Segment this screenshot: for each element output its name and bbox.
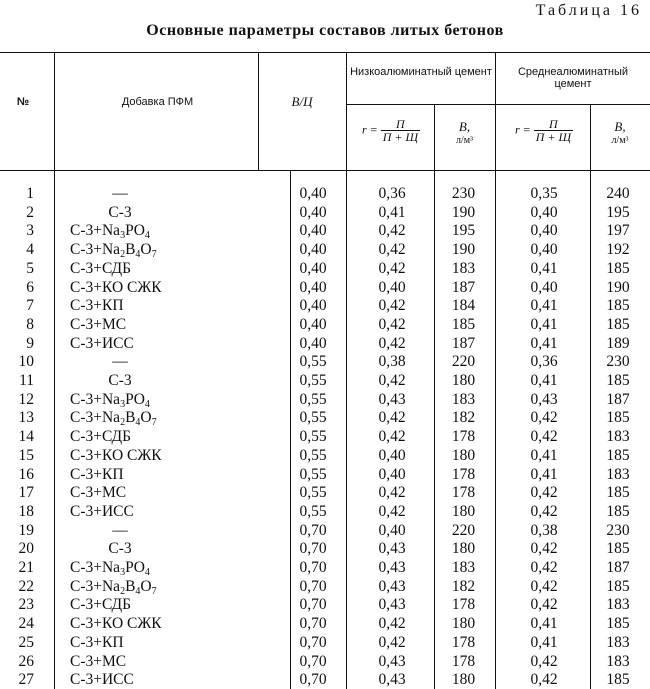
row-number: 13 (18, 409, 34, 426)
b-mid-cell: 185 (606, 615, 630, 632)
wc-cell: 0,55 (299, 447, 327, 464)
b-low-cell: 180 (451, 372, 476, 389)
additive-cell: С-3+КП (70, 466, 124, 483)
header-top-rule (0, 52, 650, 53)
b-mid-cell: 197 (606, 222, 630, 239)
r-mid-cell: 0,42 (530, 596, 558, 613)
wc-cell: 0,70 (299, 559, 327, 576)
header-r-low (350, 118, 432, 143)
row-number: 20 (18, 540, 34, 557)
col-rule-6 (590, 104, 591, 689)
b-low-cell: 180 (451, 615, 476, 632)
header-num: № (16, 96, 30, 108)
b-low-cell: 178 (451, 653, 476, 670)
b-low-cell: 178 (451, 596, 476, 613)
b-mid-cell: 185 (606, 316, 630, 333)
additive-cell: — (112, 522, 128, 539)
wc-cell: 0,55 (299, 391, 327, 408)
b-mid-cell: 183 (606, 596, 630, 613)
b-mid-cell: 183 (606, 428, 630, 445)
r-numerator: П (534, 118, 573, 131)
r-mid-cell: 0,38 (530, 522, 558, 539)
row-number: 17 (18, 484, 34, 501)
b-low-cell: 180 (451, 540, 476, 557)
r-mid-cell: 0,41 (530, 260, 558, 277)
wc-cell: 0,40 (299, 279, 327, 296)
r-low-cell: 0,42 (378, 260, 406, 277)
row-number: 22 (18, 578, 34, 595)
r-mid-cell: 0,42 (530, 653, 558, 670)
row-number: 12 (18, 391, 34, 408)
r-mid-cell: 0,41 (530, 634, 558, 651)
additive-cell: С-3+МС (70, 316, 127, 333)
r-mid-cell: 0,42 (530, 578, 558, 595)
b-label: В, (614, 119, 626, 134)
r-mid-cell: 0,42 (530, 503, 558, 520)
b-mid-cell: 185 (606, 484, 630, 501)
row-number: 6 (26, 279, 34, 296)
wc-cell: 0,70 (299, 578, 327, 595)
wc-cell: 0,40 (299, 241, 327, 258)
b-mid-cell: 187 (606, 559, 630, 576)
wc-cell: 0,55 (299, 503, 327, 520)
b-mid-cell: 185 (606, 503, 630, 520)
row-number: 11 (19, 372, 34, 389)
wc-cell: 0,70 (299, 540, 327, 557)
wc-cell: 0,70 (299, 653, 327, 670)
r-denominator: П + Щ (535, 130, 572, 144)
r-mid-cell: 0,40 (530, 279, 558, 296)
r-mid-cell: 0,41 (530, 372, 558, 389)
r-low-cell: 0,42 (378, 222, 406, 239)
col-rule-2 (258, 52, 259, 170)
r-mid-cell: 0,42 (530, 559, 558, 576)
b-mid-cell: 183 (606, 653, 630, 670)
header-low-al: Низкоалюминатный цемент (350, 66, 492, 78)
additive-cell: — (112, 185, 128, 202)
header-r-mid (499, 118, 589, 143)
b-mid-cell: 185 (606, 578, 630, 595)
b-low-cell: 182 (451, 409, 476, 426)
b-mid-cell: 195 (606, 204, 630, 221)
r-mid-cell: 0,42 (530, 428, 558, 445)
b-low-cell: 184 (451, 297, 476, 314)
b-low-cell: 195 (451, 222, 476, 239)
row-number: 8 (26, 316, 34, 333)
additive-cell: $С-3+Na_3PO_4$ (70, 391, 150, 410)
r-numerator: П (381, 118, 420, 131)
b-mid-cell: 185 (606, 540, 630, 557)
wc-cell: 0,55 (299, 372, 327, 389)
r-low-cell: 0,41 (378, 204, 406, 221)
b-low-cell: 187 (451, 335, 476, 352)
r-low-cell: 0,42 (378, 615, 406, 632)
b-low-cell: 183 (451, 260, 476, 277)
b-low-cell: 183 (451, 391, 476, 408)
r-mid-cell: 0,41 (530, 447, 558, 464)
r-low-cell: 0,43 (378, 671, 406, 688)
wc-cell: 0,40 (299, 335, 327, 352)
wc-cell: 0,70 (299, 634, 327, 651)
b-mid-cell: 185 (606, 260, 630, 277)
row-number: 27 (18, 671, 34, 688)
r-mid-cell: 0,41 (530, 316, 558, 333)
wc-cell: 0,40 (299, 204, 327, 221)
row-number: 15 (18, 447, 34, 464)
b-mid-cell: 240 (606, 185, 630, 202)
col-rule-5 (495, 52, 496, 689)
row-number: 14 (18, 428, 34, 445)
additive-cell: С-3+КО СЖК (70, 615, 162, 632)
b-mid-cell: 192 (606, 241, 630, 258)
r-low-cell: 0,43 (378, 596, 406, 613)
r-mid-cell: 0,42 (530, 409, 558, 426)
row-number: 5 (26, 260, 34, 277)
b-mid-cell: 187 (606, 391, 630, 408)
additive-cell: $С-3+Na_3PO_4$ (70, 559, 150, 578)
r-mid-cell: 0,42 (530, 484, 558, 501)
b-mid-cell: 185 (606, 447, 630, 464)
r-symbol: r = (514, 122, 531, 137)
col-rule-3 (346, 52, 347, 689)
b-mid-cell: 185 (606, 671, 630, 688)
r-mid-cell: 0,42 (530, 540, 558, 557)
r-low-cell: 0,42 (378, 335, 406, 352)
wc-cell: 0,70 (299, 596, 327, 613)
b-low-cell: 230 (451, 185, 476, 202)
r-mid-cell: 0,35 (530, 185, 558, 202)
r-low-cell: 0,40 (378, 522, 406, 539)
r-low-cell: 0,38 (378, 353, 406, 370)
b-low-cell: 187 (451, 279, 476, 296)
r-low-cell: 0,42 (378, 634, 406, 651)
r-mid-cell: 0,40 (530, 222, 558, 239)
row-number: 25 (18, 634, 34, 651)
r-symbol: r = (361, 122, 378, 137)
r-mid-cell: 0,40 (530, 204, 558, 221)
row-number: 9 (26, 335, 34, 352)
row-number: 26 (18, 653, 34, 670)
r-low-cell: 0,42 (378, 409, 406, 426)
additive-cell: С-3+МС (70, 653, 127, 670)
b-low-cell: 183 (451, 559, 476, 576)
r-mid-cell: 0,41 (530, 615, 558, 632)
col-rule-1 (54, 52, 55, 689)
row-number: 3 (26, 222, 34, 239)
r-low-cell: 0,42 (378, 297, 406, 314)
r-low-cell: 0,42 (378, 241, 406, 258)
row-number: 4 (26, 241, 34, 258)
additive-cell: С-3 (108, 372, 132, 389)
additive-cell: $С-3+Na_2B_4O_7$ (70, 578, 157, 597)
wc-cell: 0,40 (299, 185, 327, 202)
wc-cell: 0,40 (299, 260, 327, 277)
row-number: 2 (26, 204, 34, 221)
wc-cell: 0,70 (299, 615, 327, 632)
wc-cell: 0,40 (299, 316, 327, 333)
b-low-cell: 182 (451, 578, 476, 595)
r-low-cell: 0,36 (378, 185, 406, 202)
r-low-cell: 0,42 (378, 428, 406, 445)
additive-cell: С-3+КП (70, 634, 124, 651)
row-number: 24 (18, 615, 34, 632)
additive-cell: $С-3+Na_2B_4O_7$ (70, 241, 157, 260)
b-low-cell: 178 (451, 634, 476, 651)
wc-cell: 0,55 (299, 484, 327, 501)
b-mid-cell: 185 (606, 372, 630, 389)
row-number: 21 (18, 559, 34, 576)
r-low-cell: 0,43 (378, 559, 406, 576)
b-low-cell: 220 (451, 522, 476, 539)
row-number: 23 (18, 596, 34, 613)
r-denominator: П + Щ (382, 130, 419, 144)
r-low-cell: 0,40 (378, 447, 406, 464)
r-mid-cell: 0,43 (530, 391, 558, 408)
header-b-mid (592, 121, 648, 147)
b-mid-cell: 190 (606, 279, 630, 296)
r-low-cell: 0,42 (378, 484, 406, 501)
b-mid-cell: 183 (606, 466, 630, 483)
additive-cell: — (112, 353, 128, 370)
r-low-cell: 0,43 (378, 653, 406, 670)
b-low-cell: 190 (451, 204, 476, 221)
b-mid-cell: 185 (606, 297, 630, 314)
r-low-cell: 0,43 (378, 578, 406, 595)
b-low-cell: 190 (451, 241, 476, 258)
b-mid-cell: 189 (606, 335, 630, 352)
b-mid-cell: 230 (606, 353, 630, 370)
r-low-cell: 0,40 (378, 279, 406, 296)
r-low-cell: 0,43 (378, 391, 406, 408)
b-low-cell: 180 (451, 503, 476, 520)
wc-cell: 0,55 (299, 353, 327, 370)
b-mid-cell: 230 (606, 522, 630, 539)
wc-cell: 0,55 (299, 466, 327, 483)
wc-cell: 0,70 (299, 522, 327, 539)
additive-cell: $С-3+Na_2B_4O_7$ (70, 409, 157, 428)
r-mid-cell: 0,41 (530, 466, 558, 483)
b-unit: л/м³ (455, 135, 474, 146)
wc-cell: 0,55 (299, 428, 327, 445)
additive-cell: С-3+СДБ (70, 260, 132, 277)
b-low-cell: 180 (451, 671, 476, 688)
r-mid-cell: 0,36 (530, 353, 558, 370)
b-low-cell: 178 (451, 484, 476, 501)
r-low-cell: 0,40 (378, 466, 406, 483)
wc-cell: 0,40 (299, 222, 327, 239)
additive-cell: С-3+МС (70, 484, 127, 501)
b-label: В, (458, 119, 471, 134)
b-low-cell: 220 (451, 353, 476, 370)
header-additive: Добавка ПФМ (121, 96, 194, 108)
header-b-low (436, 121, 493, 147)
additive-cell: С-3+КО СЖК (70, 279, 162, 296)
table-number: Таблица 16 (535, 2, 642, 19)
r-low-cell: 0,42 (378, 316, 406, 333)
row-number: 10 (18, 353, 34, 370)
r-low-cell: 0,43 (378, 540, 406, 557)
subheader-rule (347, 104, 650, 105)
row-number: 16 (18, 466, 34, 483)
additive-cell: С-3+КП (70, 297, 124, 314)
r-low-cell: 0,42 (378, 503, 406, 520)
row-number: 19 (18, 522, 34, 539)
wc-cell: 0,55 (299, 409, 327, 426)
header-wc: В/Ц (291, 94, 313, 109)
header-bottom-rule (0, 170, 650, 171)
additive-cell: С-3+ИСС (70, 503, 134, 520)
b-low-cell: 180 (451, 447, 476, 464)
col-rule-4 (434, 104, 435, 689)
table-title: Основные параметры составов литых бетонов (146, 22, 504, 39)
wc-cell: 0,70 (299, 671, 327, 688)
r-mid-cell: 0,42 (530, 671, 558, 688)
additive-cell: С-3+ИСС (70, 335, 134, 352)
additive-cell: С-3+СДБ (70, 596, 132, 613)
additive-cell: С-3 (108, 204, 132, 221)
r-low-cell: 0,42 (378, 372, 406, 389)
r-fraction (381, 118, 420, 143)
b-low-cell: 178 (451, 466, 476, 483)
header-mid-al: Среднеалюминатный цемент (517, 66, 629, 90)
additive-cell: С-3 (108, 540, 132, 557)
r-mid-cell: 0,41 (530, 335, 558, 352)
b-low-cell: 178 (451, 428, 476, 445)
b-mid-cell: 183 (606, 634, 630, 651)
additive-cell: С-3+КО СЖК (70, 447, 162, 464)
row-number: 1 (26, 185, 34, 202)
r-mid-cell: 0,41 (530, 297, 558, 314)
additive-cell: $С-3+Na_3PO_4$ (70, 222, 150, 241)
b-mid-cell: 185 (606, 409, 630, 426)
r-mid-cell: 0,40 (530, 241, 558, 258)
additive-cell: С-3+ИСС (70, 671, 134, 688)
additive-cell: С-3+СДБ (70, 428, 132, 445)
r-fraction (534, 118, 573, 143)
wc-cell: 0,40 (299, 297, 327, 314)
row-number: 7 (26, 297, 34, 314)
b-low-cell: 185 (451, 316, 476, 333)
row-number: 18 (18, 503, 34, 520)
b-unit: л/м³ (611, 135, 629, 146)
